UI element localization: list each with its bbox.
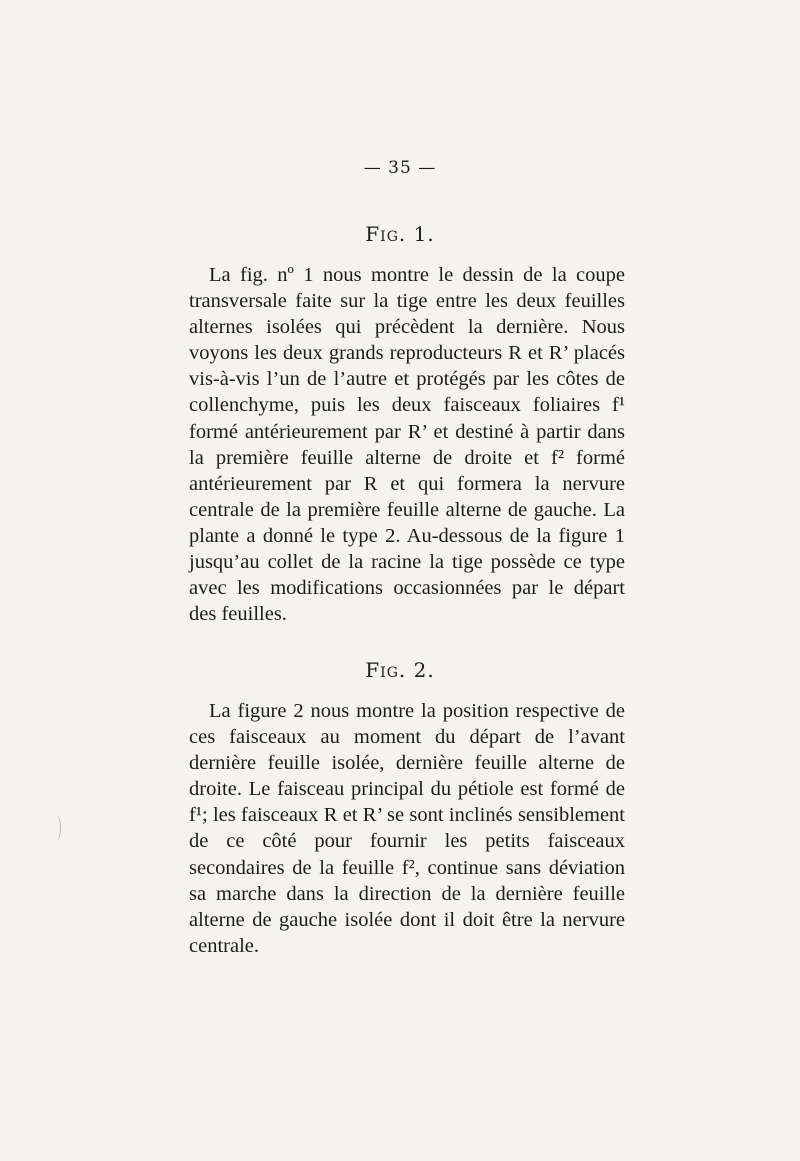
fig-1-paragraph: La fig. nº 1 nous montre le dessin de la coupe transversale faite sur la tige entre les deux feuilles alternes isolées qui précèdent la dernière. Nous voyons les deux grands reproducteurs R et R’ placés vis-à-vis l’un de l’autre et protégés par les côtes de collenchyme, puis les deux faisceaux foliaires f¹ formé antérieurement par R’ et destiné à partir dans la première feuille alterne de droite et f² formé antérieurement par R et qui formera la nervure centrale de la première feuille alterne de gauche. La plante a donné le type 2. Au-dessous de la figure 1 jusqu’au collet de la racine la tige possède ce type avec les modifications occasionnées par le départ des feuilles. xyxy=(189,264,625,626)
fig-2-heading: Fig. 2. xyxy=(365,658,435,682)
margin-mark xyxy=(52,815,61,841)
fig-1-heading: Fig. 1. xyxy=(365,222,435,246)
fig-2-paragraph: La figure 2 nous montre la position respective de ces faisceaux au moment du départ de l’avant dernière feuille isolée, dernière feuille alterne de droite. Le faisceau principal du pétiole est formé de f¹; les faisceaux R et R’ se sont inclinés sensiblement de ce côté pour fournir les petits faisceaux secondaires de la feuille f², continue sans déviation sa marche dans la direction de la dernière feuille alterne de gauche isolée dont il doit être la nervure centrale. xyxy=(189,700,625,957)
page-number: — 35 — xyxy=(363,158,437,178)
